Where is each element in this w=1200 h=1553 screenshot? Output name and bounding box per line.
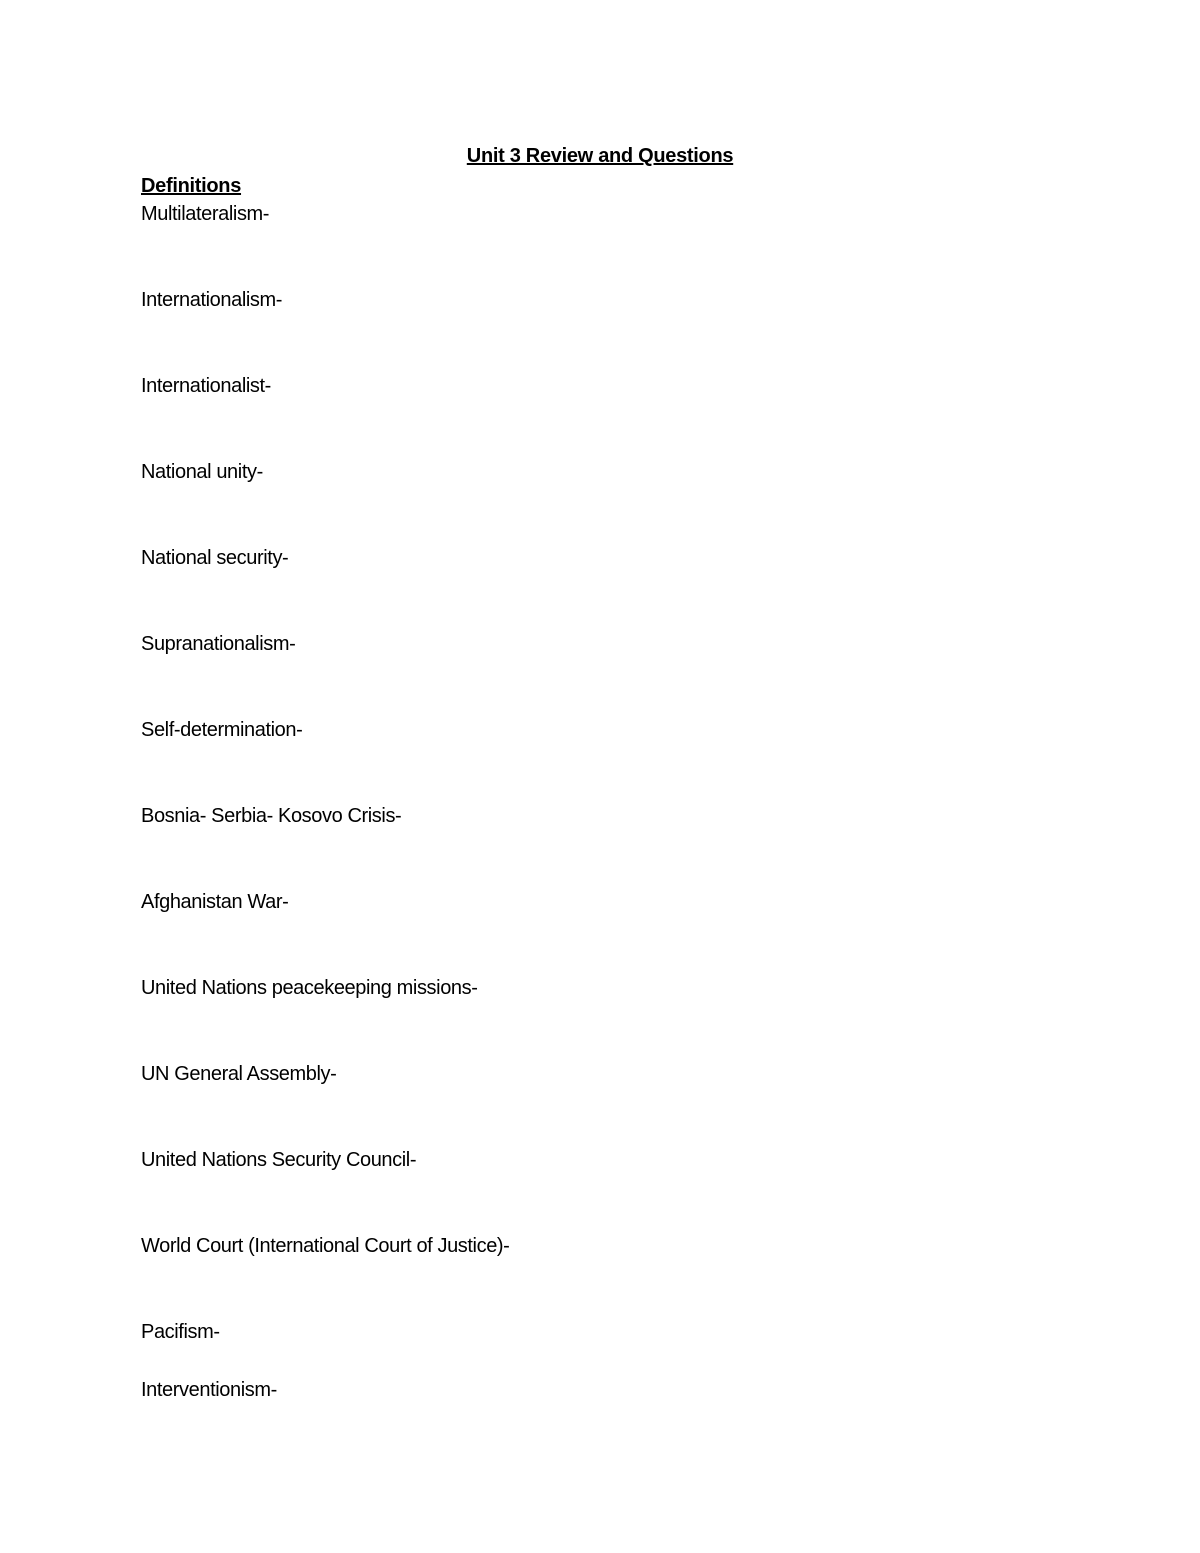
term-national-security: National security- [141,547,289,569]
term-self-determination: Self-determination- [141,719,303,741]
term-internationalist: Internationalist- [141,375,271,397]
term-world-court: World Court (International Court of Justice)- [141,1235,510,1257]
term-internationalism: Internationalism- [141,289,283,311]
term-multilateralism: Multilateralism- [141,203,270,225]
term-pacifism: Pacifism- [141,1321,220,1343]
term-un-security-council: United Nations Security Council- [141,1149,417,1171]
term-national-unity: National unity- [141,461,263,483]
term-interventionism: Interventionism- [141,1379,277,1401]
term-un-peacekeeping-missions: United Nations peacekeeping missions- [141,977,478,999]
document-title: Unit 3 Review and Questions [466,145,734,167]
term-un-general-assembly: UN General Assembly- [141,1063,337,1085]
term-supranationalism: Supranationalism- [141,633,296,655]
term-afghanistan-war: Afghanistan War- [141,891,289,913]
section-heading-definitions: Definitions [141,175,242,197]
term-bosnia-serbia-kosovo-crisis: Bosnia- Serbia- Kosovo Crisis- [141,805,402,827]
